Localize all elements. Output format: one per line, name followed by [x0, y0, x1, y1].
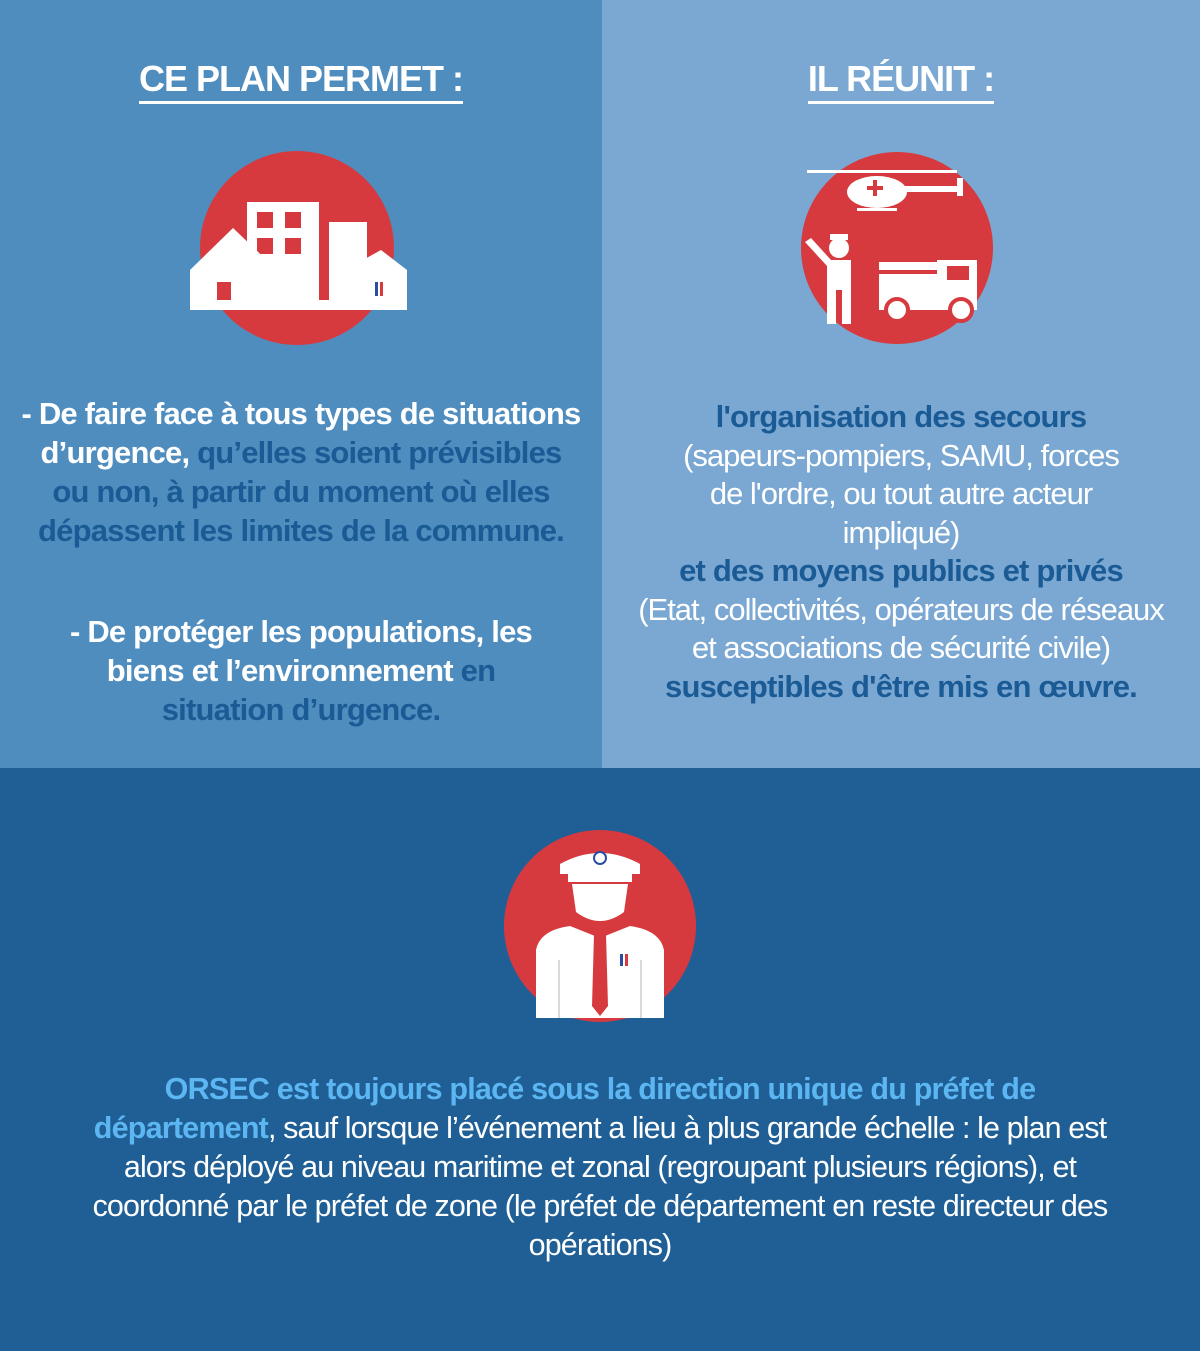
emergency-services-icon — [797, 150, 997, 350]
left-item-2 — [60, 612, 542, 729]
bottom-rest: , sauf lorsque l’événement a lieu à plus grande échelle : le plan est alors déployé au niveau maritime et zonal (regroupant plusieurs régions), et coordonné par le préfet de zone (le préfet de département en reste directeur des opérations) — [92, 1111, 1108, 1262]
prefect-icon — [500, 830, 700, 1030]
left-item-2-white: - De protéger les populations, les biens et l’environnement — [69, 614, 532, 688]
left-item-1-white: - De faire face à tous types de situations d’urgence, — [21, 396, 581, 470]
bottom-highlight: ORSEC est toujours placé sous la direction unique du préfet de département — [93, 1072, 1036, 1145]
left-heading: CE PLAN PERMET : — [0, 58, 602, 100]
left-item-1-dark: qu’elles soient prévisibles ou non, à partir du moment où elles dépassent les limites de la commune. — [38, 435, 564, 548]
left-panel — [0, 0, 602, 768]
right-line-1: l'organisation des secours — [715, 399, 1087, 434]
right-heading: IL RÉUNIT : — [602, 58, 1200, 100]
buildings-icon — [185, 150, 410, 350]
right-line-2: (sapeurs-pompiers, SAMU, forces de l'ordre, ou tout autre acteur impliqué) — [683, 437, 1119, 550]
left-item-1 — [20, 394, 582, 550]
right-line-4: (Etat, collectivités, opérateurs de réseaux et associations de sécurité civile) — [638, 591, 1164, 665]
right-line-5: susceptibles d'être mis en œuvre. — [665, 668, 1137, 704]
right-line-3: et des moyens publics et privés — [679, 553, 1123, 588]
right-text — [622, 398, 1180, 706]
right-panel — [602, 0, 1200, 768]
bottom-text — [80, 1070, 1120, 1265]
left-item-2-dark: en situation d’urgence. — [161, 653, 496, 727]
